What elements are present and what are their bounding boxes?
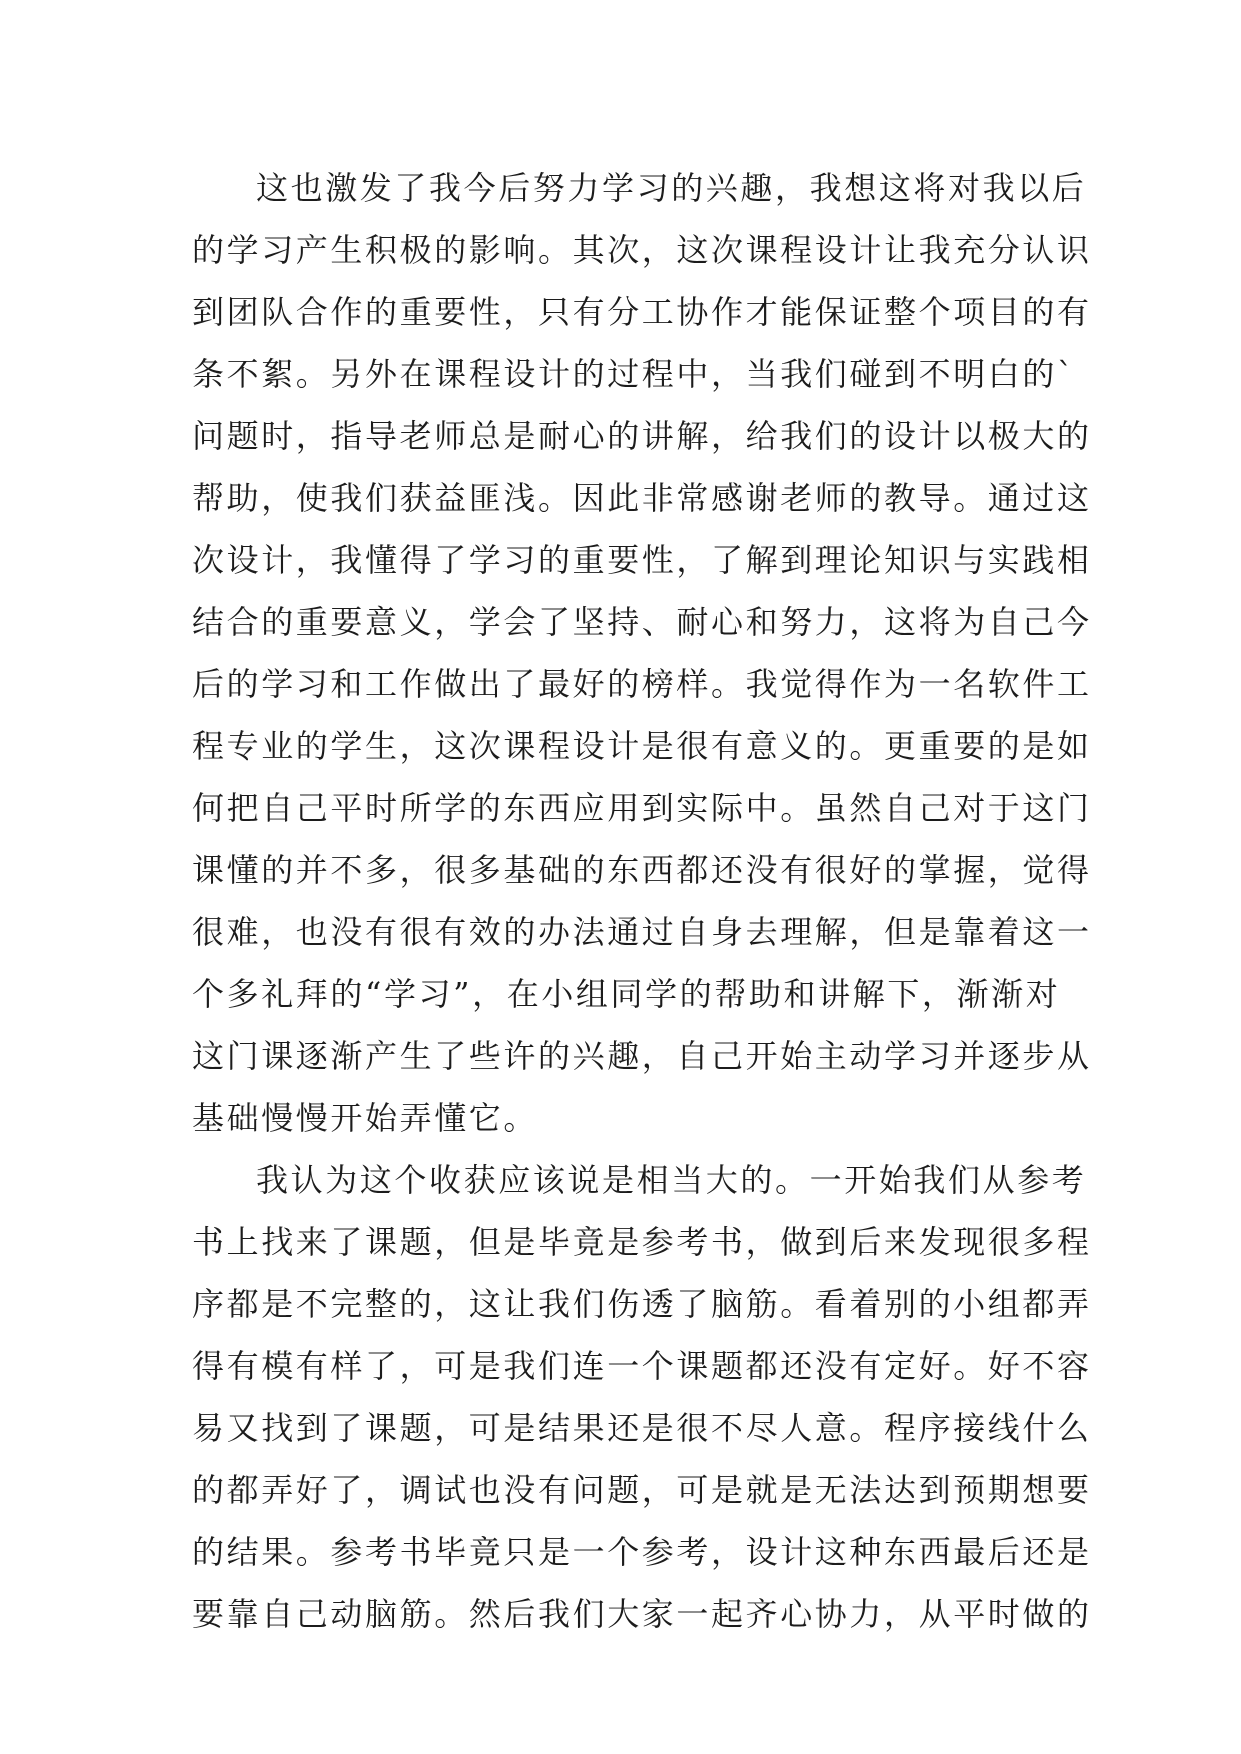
text-line: 书上找来了课题，但是毕竟是参考书，做到后来发现很多程 xyxy=(192,1223,1092,1261)
text-line: 帮助，使我们获益匪浅。因此非常感谢老师的教导。通过这 xyxy=(192,479,1092,517)
text-line: 的结果。参考书毕竟只是一个参考，设计这种东西最后还是 xyxy=(192,1533,1092,1571)
text-line: 程专业的学生，这次课程设计是很有意义的。更重要的是如 xyxy=(192,727,1092,765)
text-line: 问题时，指导老师总是耐心的讲解，给我们的设计以极大的 xyxy=(192,417,1092,455)
text-line: 要靠自己动脑筋。然后我们大家一起齐心协力，从平时做的 xyxy=(192,1595,1092,1633)
text-line: 次设计，我懂得了学习的重要性，了解到理论知识与实践相 xyxy=(192,541,1092,579)
text-line: 后的学习和工作做出了最好的榜样。我觉得作为一名软件工 xyxy=(192,665,1092,703)
body-text xyxy=(192,157,1092,1645)
text-line: 到团队合作的重要性，只有分工协作才能保证整个项目的有 xyxy=(192,293,1092,331)
text-line: 得有模有样了，可是我们连一个课题都还没有定好。好不容 xyxy=(192,1347,1092,1385)
text-line: 个多礼拜的“学习”，在小组同学的帮助和讲解下，渐渐对 xyxy=(192,975,1061,1013)
text-line: 的学习产生积极的影响。其次，这次课程设计让我充分认识 xyxy=(192,231,1092,269)
paragraph-2 xyxy=(192,1149,1092,1645)
text-line: 基础慢慢开始弄懂它。 xyxy=(192,1099,539,1137)
text-line: 很难，也没有很有效的办法通过自身去理解，但是靠着这一 xyxy=(192,913,1092,951)
text-line: 我认为这个收获应该说是相当大的。一开始我们从参考 xyxy=(256,1161,1087,1199)
text-line: 结合的重要意义，学会了坚持、耐心和努力，这将为自己今 xyxy=(192,603,1092,641)
text-line: 这门课逐渐产生了些许的兴趣，自己开始主动学习并逐步从 xyxy=(192,1037,1092,1075)
text-line: 的都弄好了，调试也没有问题，可是就是无法达到预期想要 xyxy=(192,1471,1092,1509)
text-line: 条不絮。另外在课程设计的过程中，当我们碰到不明白的` xyxy=(192,355,1076,393)
paragraph-1 xyxy=(192,157,1092,1149)
text-line: 何把自己平时所学的东西应用到实际中。虽然自己对于这门 xyxy=(192,789,1092,827)
text-line: 这也激发了我今后努力学习的兴趣，我想这将对我以后 xyxy=(256,169,1087,207)
text-line: 序都是不完整的，这让我们伤透了脑筋。看着别的小组都弄 xyxy=(192,1285,1092,1323)
text-line: 课懂的并不多，很多基础的东西都还没有很好的掌握，觉得 xyxy=(192,851,1092,889)
text-line: 易又找到了课题，可是结果还是很不尽人意。程序接线什么 xyxy=(192,1409,1092,1447)
